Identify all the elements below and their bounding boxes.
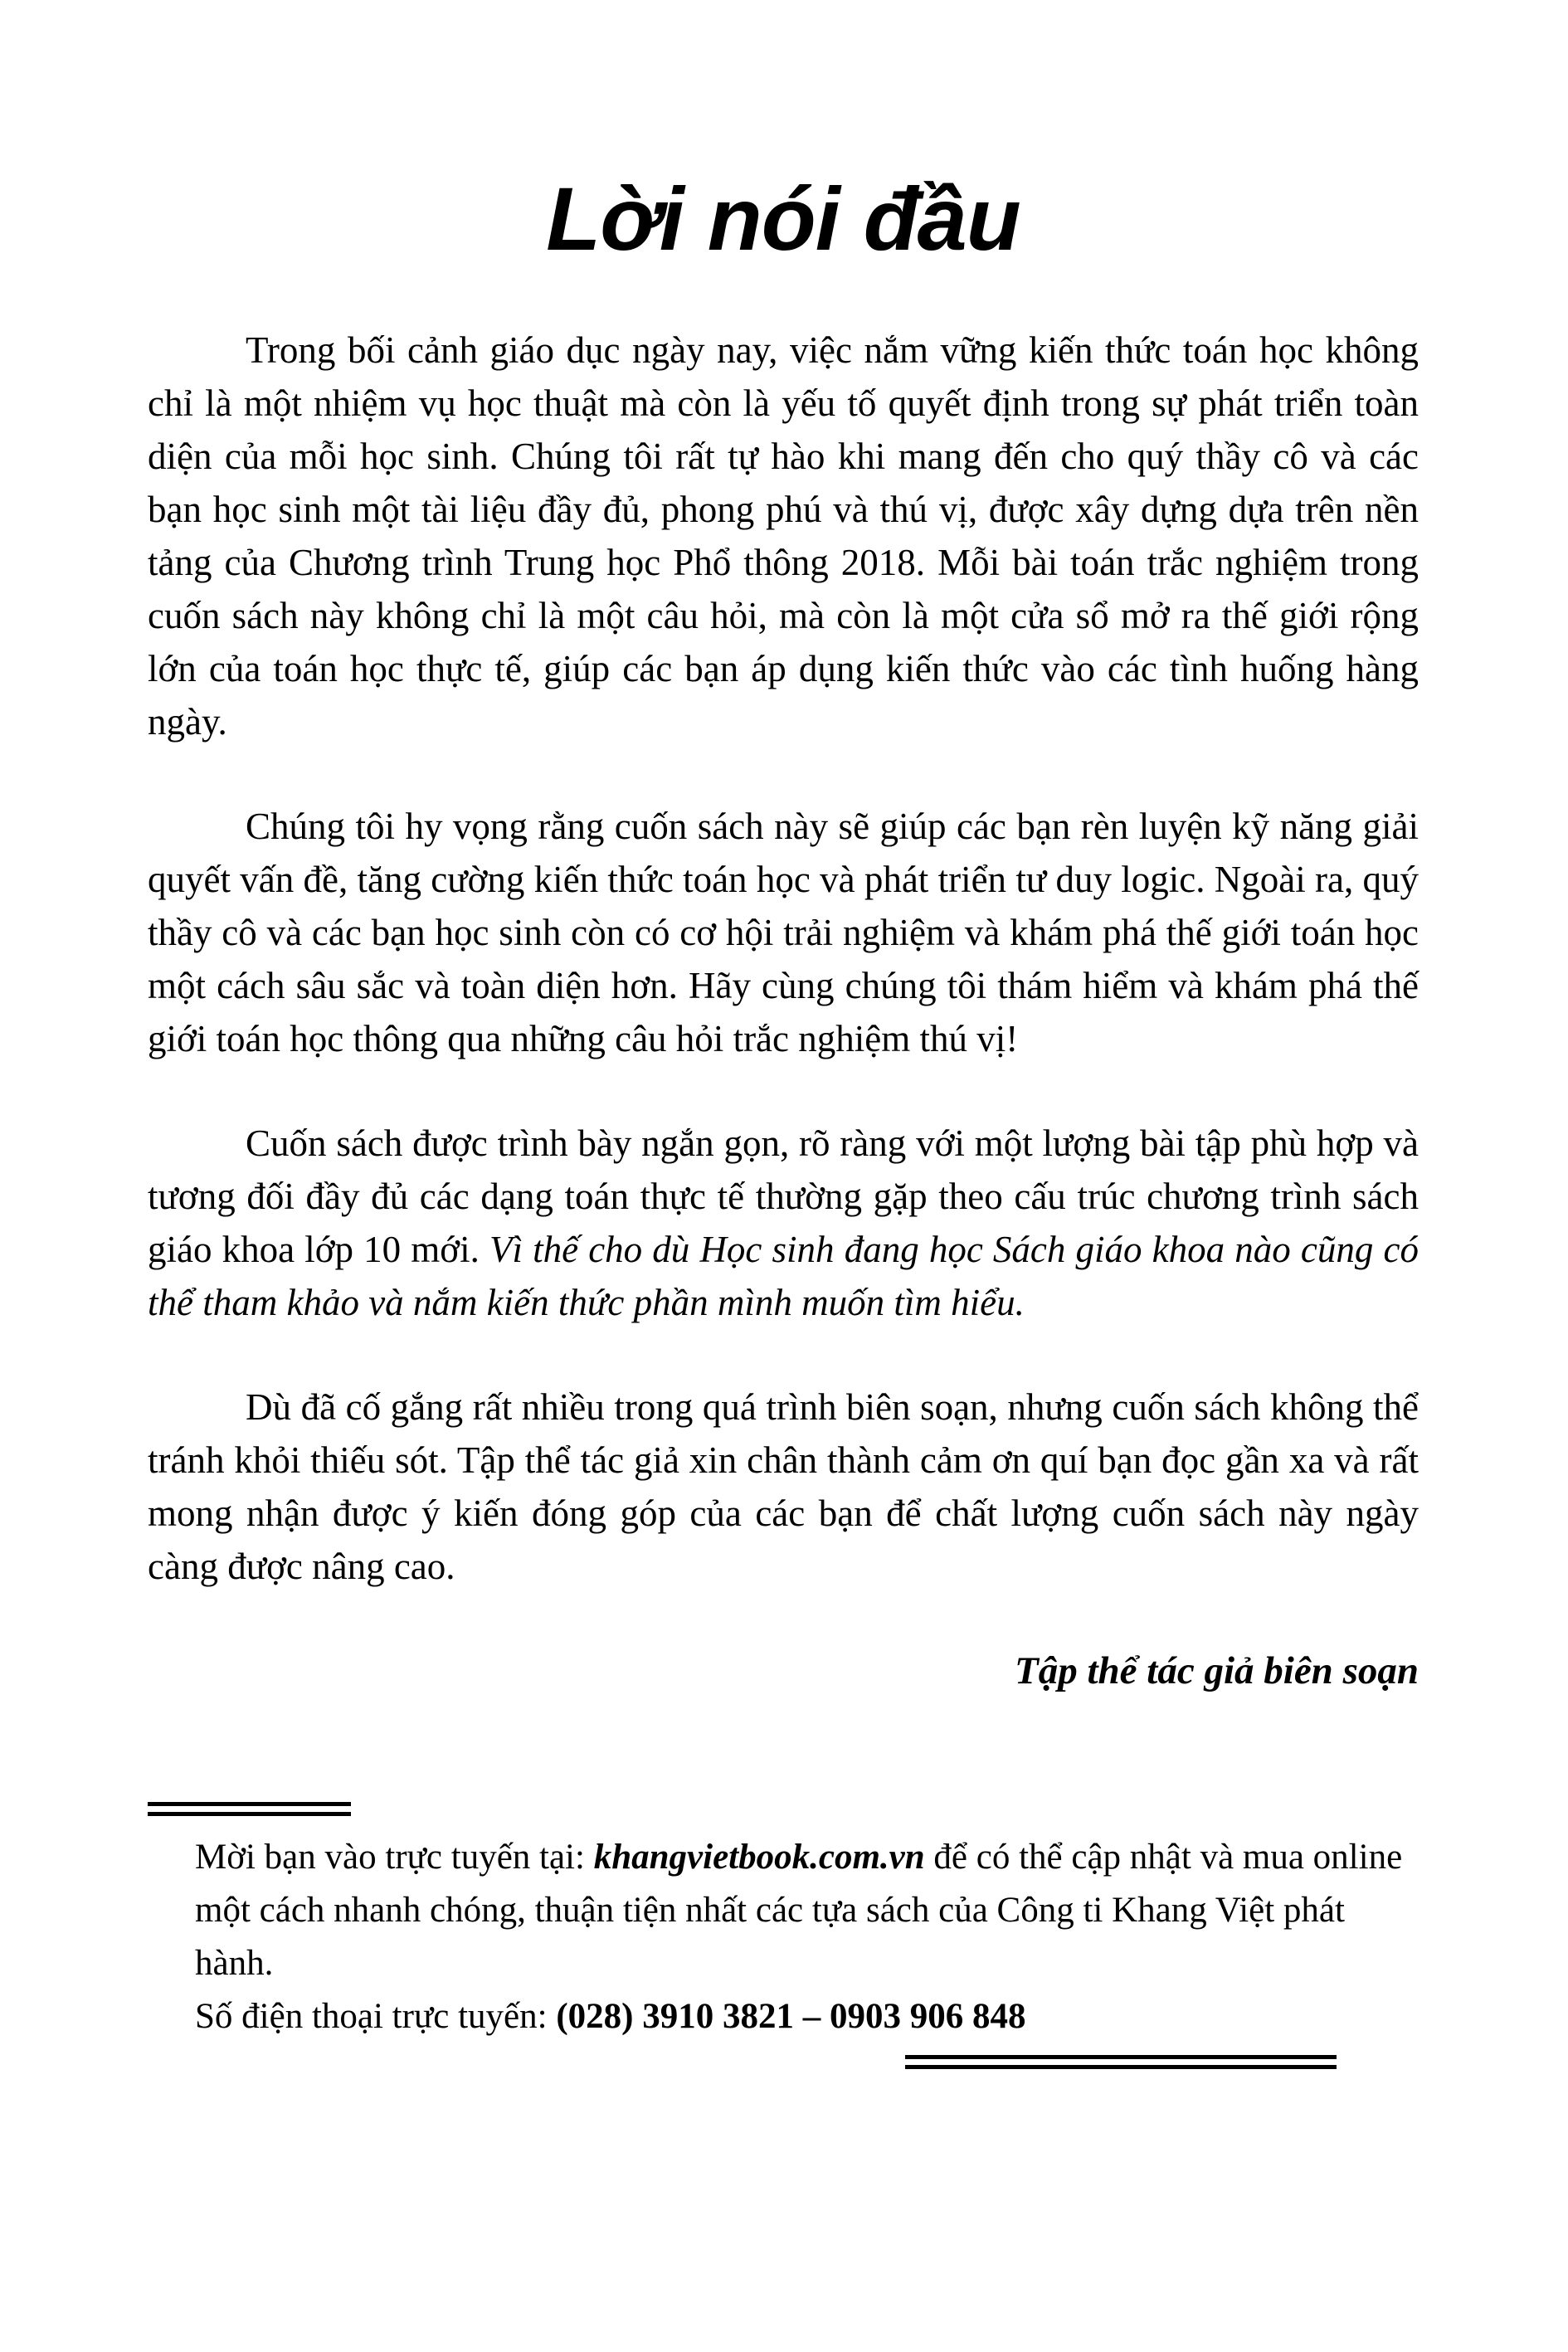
text-run: Chúng tôi hy vọng rằng cuốn sách này sẽ giúp các bạn rèn luyện kỹ năng giải quyết vấn đề, tăng cường kiến thức toán học và phát triển tư duy logic. Ngoài ra, quý thầy cô và các bạn học sinh còn có cơ hội trải nghiệm và khám phá thế giới toán học một cách sâu sắc và toàn diện hơn. Hãy cùng chúng tôi thám hiểm và khám phá thế giới toán học thông qua những câu hỏi trắc nghiệm thú vị!: [148, 806, 1419, 1059]
body-text: [148, 324, 1419, 1593]
paragraph: [148, 800, 1419, 1065]
footer-phone-numbers: (028) 3910 3821 – 0903 906 848: [556, 1997, 1026, 2036]
double-rule-bottom: [905, 2055, 1337, 2069]
footer-phone-label: Số điện thoại trực tuyến:: [195, 1997, 557, 2036]
page-title: Lời nói đầu: [546, 168, 1020, 269]
double-rule-top: [148, 1802, 351, 1816]
footer-note: [148, 1802, 1419, 2069]
footer-invite-prefix: Mời bạn vào trực tuyến tại:: [195, 1838, 594, 1877]
publisher-website-link[interactable]: khangvietbook.com.vn: [593, 1838, 925, 1877]
footer-invite-suffix: để có thể cập nhật và mua online một cách nhanh chóng, thuận tiện nhất các tựa sách của Công ti Khang Việt phát hành.: [195, 1838, 1403, 1983]
author-signature: Tập thể tác giả biên soạn: [1015, 1649, 1419, 1692]
paragraph: [148, 324, 1419, 748]
footer-phone-line: [195, 1990, 1419, 2043]
footer-body: [148, 1831, 1419, 2043]
footer-invite-line: [195, 1831, 1419, 1990]
text-run: Dù đã cố gắng rất nhiều trong quá trình biên soạn, nhưng cuốn sách không thể tránh khỏi thiếu sót. Tập thể tác giả xin chân thành cảm ơn quí bạn đọc gần xa và rất mong nhận được ý kiến đóng góp của các bạn để chất lượng cuốn sách này ngày càng được nâng cao.: [148, 1386, 1419, 1587]
paragraph: [148, 1381, 1419, 1593]
text-run: Trong bối cảnh giáo dục ngày nay, việc nắm vững kiến thức toán học không chỉ là một nhiệm vụ học thuật mà còn là yếu tố quyết định trong sự phát triển toàn diện của mỗi học sinh. Chúng tôi rất tự hào khi mang đến cho quý thầy cô và các bạn học sinh một tài liệu đầy đủ, phong phú và thú vị, được xây dựng dựa trên nền tảng của Chương trình Trung học Phổ thông 2018. Mỗi bài toán trắc nghiệm trong cuốn sách này không chỉ là một câu hỏi, mà còn là một cửa sổ mở ra thế giới rộng lớn của toán học thực tế, giúp các bạn áp dụng kiến thức vào các tình huống hàng ngày.: [148, 329, 1419, 743]
text-run: Cuốn sách được trình bày ngắn gọn, rõ ràng với một lượng bài tập phù hợp và tương đối đầy đủ các dạng toán thực tế thường gặp theo cấu trúc chương trình sách giáo khoa lớp 10 mới.: [148, 1122, 1419, 1270]
text-run: Vì thế cho dù Học sinh đang học Sách giáo khoa nào cũng có thể tham khảo và nắm kiến thức phần mình muốn tìm hiểu.: [148, 1229, 1419, 1323]
paragraph: [148, 1117, 1419, 1329]
